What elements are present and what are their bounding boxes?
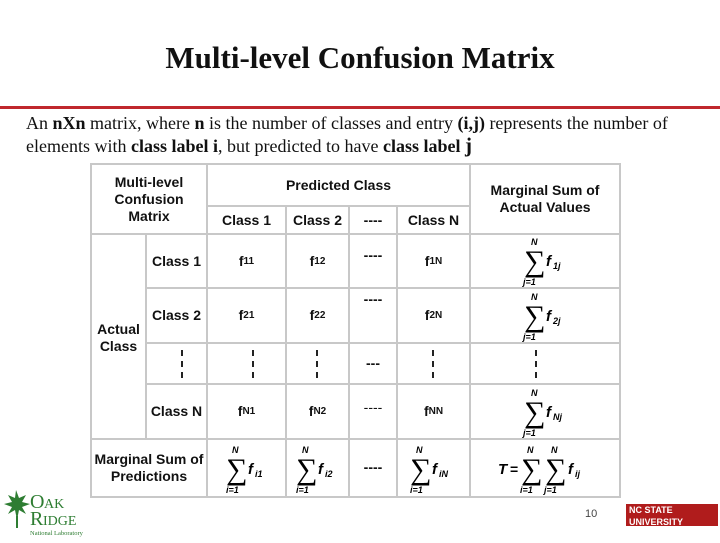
svg-text:N: N xyxy=(416,445,423,455)
sigma-icon: ∑ xyxy=(296,453,318,486)
svg-text:N: N xyxy=(531,388,538,398)
desc-text: is the number of classes and entry xyxy=(204,113,458,133)
title-divider xyxy=(0,106,720,109)
actual-class-header: Actual Class xyxy=(97,321,140,354)
confusion-matrix-table xyxy=(90,163,621,498)
cell-f11: f 11 xyxy=(238,252,255,269)
col-header-ellipsis: ---- xyxy=(363,211,383,228)
row-header-class-2: Class 2 xyxy=(151,307,202,323)
svg-text:iN: iN xyxy=(439,469,448,479)
marginal-sum-predictions-label: Marginal Sum of Predictions xyxy=(94,451,204,484)
cell-ellipsis-row-1: ---- xyxy=(363,246,383,263)
cell-fn1: f N1 xyxy=(237,403,256,419)
desc-class-label: class label xyxy=(382,136,461,156)
vertical-ellipsis-col-1 xyxy=(252,350,254,378)
cell-ellipsis-row-2: ---- xyxy=(363,290,383,307)
desc-class-label-i: class label i xyxy=(130,136,218,156)
col-header-class-n: Class N xyxy=(407,211,460,228)
svg-text:f: f xyxy=(432,461,437,478)
desc-text: An xyxy=(26,113,53,133)
col-sum-formula-n xyxy=(410,444,460,499)
svg-text:ij: ij xyxy=(575,469,581,479)
col-header-class-1: Class 1 xyxy=(221,211,272,228)
svg-text:N: N xyxy=(531,292,538,302)
sigma-icon: ∑ xyxy=(545,453,567,486)
svg-text:f: f xyxy=(248,461,253,478)
nc-state-department: Department of Computer Science xyxy=(629,529,704,535)
svg-text:IDGE: IDGE xyxy=(43,514,77,529)
svg-text:T: T xyxy=(498,461,508,478)
slide-title: Multi-level Confusion Matrix xyxy=(165,40,555,75)
marginal-sum-actual-header: Marginal Sum of Actual Values xyxy=(490,182,600,215)
row-sum-formula-2 xyxy=(522,291,572,346)
vertical-ellipsis-marginal xyxy=(535,350,537,378)
page-number: 10 xyxy=(585,508,598,520)
sigma-icon: ∑ xyxy=(524,245,546,278)
corner-label: Multi-level Confusion Matrix xyxy=(114,173,184,224)
svg-text:j=1: j=1 xyxy=(523,332,536,342)
vertical-ellipsis-col-2 xyxy=(316,350,318,378)
svg-text:N: N xyxy=(531,237,538,247)
vertical-ellipsis-row-headers xyxy=(181,350,183,378)
leaf-icon xyxy=(4,490,30,528)
desc-nxn: nXn xyxy=(52,113,86,133)
svg-text:i=1: i=1 xyxy=(226,485,239,495)
svg-text:f: f xyxy=(546,404,551,421)
cell-f2n: f 2N xyxy=(424,307,443,323)
desc-n: n xyxy=(194,113,205,133)
cell-ellipsis-middle: --- xyxy=(366,354,380,371)
svg-text:N: N xyxy=(302,445,309,455)
oak-ridge-logo xyxy=(4,488,96,538)
svg-text:AK: AK xyxy=(44,497,65,512)
cell-ellipsis-row-n: ---- xyxy=(363,398,383,415)
svg-text:R: R xyxy=(30,508,44,530)
col-sum-formula-1 xyxy=(226,444,276,499)
svg-text:f: f xyxy=(546,253,551,270)
cell-f22: f 22 xyxy=(309,307,326,323)
svg-text:j=1: j=1 xyxy=(523,428,536,438)
slide-description xyxy=(26,112,706,157)
svg-text:1j: 1j xyxy=(553,261,561,271)
svg-text:i2: i2 xyxy=(325,469,333,479)
sigma-icon: ∑ xyxy=(524,300,546,333)
col-header-class-2: Class 2 xyxy=(292,211,343,228)
sigma-icon: ∑ xyxy=(226,453,248,486)
svg-text:i=1: i=1 xyxy=(296,485,309,495)
svg-text:f: f xyxy=(568,461,573,478)
desc-text: , but predicted to have xyxy=(218,136,383,156)
desc-text: represents the number of elements with xyxy=(26,113,668,156)
svg-text:N: N xyxy=(232,445,239,455)
cell-fnn: f NN xyxy=(423,403,444,419)
svg-text:National Laboratory: National Laboratory xyxy=(30,530,83,537)
svg-text:j=1: j=1 xyxy=(523,277,536,287)
total-sum-formula xyxy=(496,444,616,499)
cell-ellipsis-marginal: ---- xyxy=(363,458,383,475)
sigma-icon: ∑ xyxy=(524,396,546,429)
desc-j: j xyxy=(464,133,472,157)
svg-text:i=1: i=1 xyxy=(410,485,423,495)
svg-text:N: N xyxy=(527,445,534,455)
svg-text:j=1: j=1 xyxy=(544,485,557,495)
cell-f1n: f 1N xyxy=(424,252,443,269)
svg-text:2j: 2j xyxy=(553,316,561,326)
svg-text:Nj: Nj xyxy=(553,412,562,422)
svg-text:i1: i1 xyxy=(255,469,263,479)
desc-ij: (i,j) xyxy=(457,113,485,133)
nc-state-wordmark: NC STATE UNIVERSITY xyxy=(629,505,684,527)
svg-text:O: O xyxy=(30,491,45,513)
desc-text: matrix, where xyxy=(85,113,195,133)
row-sum-formula-1 xyxy=(522,236,572,291)
row-header-class-n: Class N xyxy=(150,403,203,419)
row-sum-formula-n xyxy=(522,387,572,442)
cell-f21: f 21 xyxy=(238,307,255,323)
svg-text:f: f xyxy=(546,308,551,325)
svg-text:f: f xyxy=(318,461,323,478)
row-header-class-1: Class 1 xyxy=(151,252,202,269)
svg-text:i=1: i=1 xyxy=(520,485,533,495)
svg-text:N: N xyxy=(551,445,558,455)
cell-fn2: f N2 xyxy=(308,403,327,419)
predicted-class-header: Predicted Class xyxy=(285,176,392,193)
col-sum-formula-2 xyxy=(296,444,346,499)
vertical-ellipsis-col-n xyxy=(432,350,434,378)
svg-text:=: = xyxy=(510,461,519,477)
sigma-icon: ∑ xyxy=(410,453,432,486)
nc-state-logo xyxy=(626,504,718,535)
sigma-icon: ∑ xyxy=(521,453,543,486)
cell-f12: f 12 xyxy=(309,252,326,269)
